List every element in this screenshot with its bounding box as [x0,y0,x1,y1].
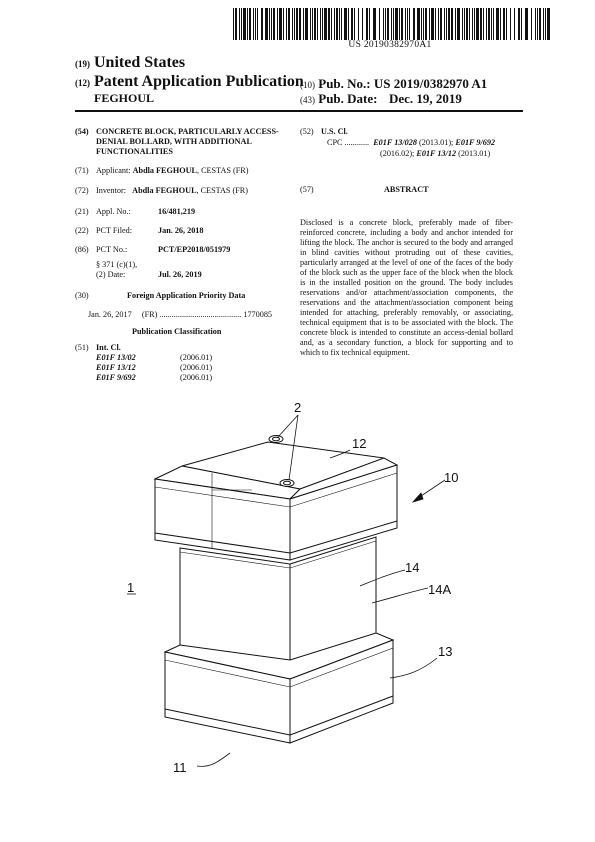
inid-code-10: (10) [300,80,315,90]
country-header [75,54,185,72]
inid-code-19: (19) [75,59,90,69]
inid-code-21: (21) [75,207,89,216]
barcode-bar [271,8,272,40]
barcode-bar [362,8,363,40]
barcode-bar [543,8,544,40]
cpc-code-1: E01F 13/028 [373,138,417,147]
barcode-bar [369,8,370,40]
pct-filed-value: Jan. 26, 2018 [158,226,204,235]
int-cl-code: E01F 13/02 [96,353,136,362]
barcode-bar [413,8,415,40]
cpc-code-3: E01F 13/12 [416,149,457,158]
inid-code-43: (43) [300,95,315,105]
barcode-bar [336,8,338,40]
inventor-surname-header: FEGHOUL [94,91,155,105]
applicant-row [75,166,249,176]
barcode-bar [407,8,408,40]
barcode-bar [421,8,422,40]
barcode-bar [391,8,392,40]
barcode-bar [399,8,400,40]
barcode-bar [339,8,340,40]
inid-code-52: (52) [300,127,314,136]
int-cl-date: (2006.01) [180,363,213,372]
inid-code-86: (86) [75,245,89,254]
barcode [233,8,551,40]
abstract-heading: ABSTRACT [384,185,429,194]
barcode-bar [305,8,308,40]
section-371-label-1: § 371 (c)(1), [96,260,138,269]
barcode-bar [455,8,456,40]
pub-number-label: Pub. No.: [318,76,371,91]
barcode-bar [279,8,282,40]
inventor-name: Abdla FEGHOUL [132,186,197,195]
barcode-bar [299,8,301,40]
barcode-bar [283,8,284,40]
pct-no-label: PCT No.: [96,245,128,254]
barcode-bar [486,8,487,40]
barcode-bar [545,8,546,40]
inid-code-22: (22) [75,226,89,235]
barcode-bar [448,8,450,40]
barcode-bar [255,8,256,40]
barcode-bar [514,8,515,40]
inid-code-57: (57) [300,185,314,194]
applicant-label-text: Applicant: [96,166,131,175]
publication-type: Patent Application Publication [94,73,304,90]
int-cl-entry [96,363,213,373]
barcode-bar [491,8,492,40]
barcode-bar [425,8,427,40]
priority-entry [88,310,272,320]
barcode-bar [351,8,353,40]
int-cl-entry [96,373,213,383]
appl-no-value: 16/481,219 [158,207,196,216]
barcode-bar [247,8,248,40]
abstract-text: Disclosed is a concrete block, preferably made of fiber-reinforced concrete, including a body and anchor intended for lifting the block. The anchor is secured to the body and arranged in blind cavities without protruding out of these cavities, particularly arranged at the level of one of the faces of the body of the block such as the upper face of the block when the block is in the installed position on the ground. The body includes reservations and/or attachment/association components, the reservations and the attachment/association component being intended for attaching, preferably removably, or associating, technical equipment that is to be associated with the block. The concrete block is intended to constitute an access-denial bollard and, as a secondary function, a block for supporting and to which to fix technical equipment. [300,218,513,357]
inid-code-30: (30) [75,291,89,300]
barcode-bar [261,8,263,40]
barcode-bar [417,8,420,40]
pct-no-value: PCT/EP2018/051979 [158,245,231,254]
anchor-hole [280,480,294,487]
header-divider [75,110,523,112]
barcode-bar [476,8,479,40]
barcode-bar [438,8,439,40]
barcode-bar [518,8,520,40]
barcode-bar [334,8,335,40]
barcode-bar [373,8,376,40]
barcode-bar [537,8,538,40]
barcode-bar [354,8,355,40]
cpc-code-2: E01F 9/692 [455,138,496,147]
barcode-bar [265,8,268,40]
int-cl-entry [96,353,213,363]
barcode-bar [446,8,447,40]
barcode-bar [535,8,536,40]
ref-label-14: 14 [405,560,420,575]
int-cl-row [75,343,121,353]
barcode-bar [405,8,406,40]
barcode-bar [331,8,332,40]
bollard-figure [0,390,595,842]
pct-filed-row [75,226,204,236]
barcode-bar [269,8,270,40]
barcode-bar [395,8,398,40]
inid-code-71: (71) [75,166,89,175]
inventor-row [75,186,248,196]
barcode-bar [474,8,475,40]
barcode-bar [510,8,511,40]
barcode-bar [358,8,359,40]
section-371-date: Jul. 26, 2019 [158,270,202,279]
barcode-bar [493,8,494,40]
cpc-line-2 [380,149,490,159]
barcode-bar [348,8,349,40]
barcode-bar [500,8,501,40]
barcode-bar [294,8,295,40]
priority-date: Jan. 26, 2017 [88,310,132,319]
barcode-bar [464,8,465,40]
barcode-bar [286,8,287,40]
barcode-bar [296,8,298,40]
inventor-location: , CESTAS (FR) [196,186,248,195]
barcode-bar [385,8,386,40]
leader-10-arrow [413,493,423,502]
leader-11 [197,753,230,766]
pub-date-value: Dec. 19, 2019 [389,91,462,106]
section-371-label-2: (2) Date: [96,270,126,279]
barcode-bar [322,8,323,40]
barcode-bar [393,8,394,40]
country-name: United States [94,54,186,71]
priority-number: 1770085 [243,310,272,319]
inid-code-54: (54) [75,127,89,136]
barcode-bar [469,8,470,40]
leader-13 [390,658,437,678]
barcode-bar [435,8,436,40]
leader-2 [278,415,298,437]
inid-code-12: (12) [75,78,90,88]
ref-label-13: 13 [438,644,453,659]
barcode-bar [466,8,468,40]
barcode-bar [344,8,347,40]
barcode-bar [310,8,311,40]
barcode-bar [488,8,490,40]
barcode-bar [521,8,522,40]
barcode-bar [239,8,240,40]
pct-filed-label: PCT Filed: [96,226,133,235]
barcode-bar [506,8,507,40]
appl-no-label: Appl. No.: [96,207,131,216]
anchor-hole [269,436,283,443]
publication-type-header [75,73,304,91]
barcode-bar [292,8,293,40]
int-cl-date: (2006.01) [180,353,213,362]
int-cl-label: Int. Cl. [96,343,121,352]
barcode-bar [341,8,342,40]
publication-number-barcode-text: US 20190382970A1 [348,40,432,50]
barcode-bar [503,8,505,40]
foreign-priority-heading-row [75,291,246,301]
barcode-bar [531,8,532,40]
applicant-name: Abdla FEGHOUL [132,166,197,175]
barcode-bar [383,8,384,40]
barcode-bar [243,8,246,40]
inid-code-72: (72) [75,186,89,195]
publication-classification-heading: Publication Classification [132,327,222,336]
abstract-heading-row [300,185,429,195]
barcode-bar [429,8,430,40]
barcode-bar [253,8,254,40]
barcode-bar [483,8,484,40]
inventor-label [96,186,248,196]
barcode-bar [387,8,389,40]
barcode-bar [423,8,424,40]
inid-code-51: (51) [75,343,89,352]
pub-number-header [300,76,487,92]
barcode-bar [480,8,482,40]
foreign-priority-heading: Foreign Application Priority Data [127,291,246,300]
barcode-bar [314,8,316,40]
priority-country: (FR) [141,310,158,319]
barcode-bar [462,8,463,40]
barcode-bar [366,8,368,40]
ref-label-1: 1 [127,580,135,595]
barcode-bar [249,8,251,40]
cpc-line-1 [327,138,495,148]
ref-label-11: 11 [173,760,187,775]
cpc-date-3: (2013.01) [458,149,491,158]
barcode-bar [257,8,258,40]
barcode-bar [496,8,499,40]
barcode-bar [401,8,403,40]
title-block [75,127,285,156]
barcode-bar [324,8,327,40]
pub-number-value: US 2019/0382970 A1 [373,76,488,91]
barcode-bar [241,8,242,40]
barcode-bar [277,8,278,40]
pct-no-row [75,245,231,255]
barcode-bar [328,8,330,40]
barcode-bar [273,8,275,40]
barcode-bar [235,8,237,40]
pub-date-label: Pub. Date: [318,91,378,106]
cpc-date-1: (2013.01); [419,138,454,147]
barcode-bar [379,8,380,40]
barcode-bar [233,8,234,40]
inventor-label-text: Inventor: [96,186,127,195]
barcode-bar [288,8,290,40]
invention-title: CONCRETE BLOCK, PARTICULARLY ACCESS-DENIAL BOLLARD, WITH ADDITIONAL FUNCTIONALITIES [96,127,279,156]
cpc-label: CPC [327,138,343,147]
barcode-bar [539,8,541,40]
int-cl-code: E01F 13/12 [96,363,136,372]
barcode-bar [431,8,434,40]
priority-dots: ........................................ [159,310,242,319]
us-cl-row [300,127,348,137]
applicant-location: , CESTAS (FR) [197,166,249,175]
ref-label-12: 12 [352,436,367,451]
appl-no-row [75,207,196,217]
barcode-bar [317,8,318,40]
barcode-bar [409,8,410,40]
barcode-bar [547,8,550,40]
barcode-bar [440,8,442,40]
ref-label-2: 2 [294,400,302,415]
cpc-date-2: (2016.02); [380,149,415,158]
ref-label-14a: 14A [428,582,452,597]
ref-label-10: 10 [444,470,459,485]
pub-date-header [300,91,515,107]
barcode-bar [312,8,313,40]
barcode-bar [444,8,445,40]
cpc-dots: ............ [344,138,370,147]
int-cl-code: E01F 9/692 [96,373,136,382]
barcode-bar [472,8,473,40]
int-cl-date: (2006.01) [180,373,213,382]
applicant-label [96,166,248,176]
leader-14a [372,588,428,603]
barcode-bar [525,8,528,40]
barcode-bar [451,8,453,40]
barcode-bar [320,8,321,40]
barcode-bar [303,8,304,40]
us-cl-label: U.S. Cl. [321,127,348,136]
barcode-bar [457,8,460,40]
